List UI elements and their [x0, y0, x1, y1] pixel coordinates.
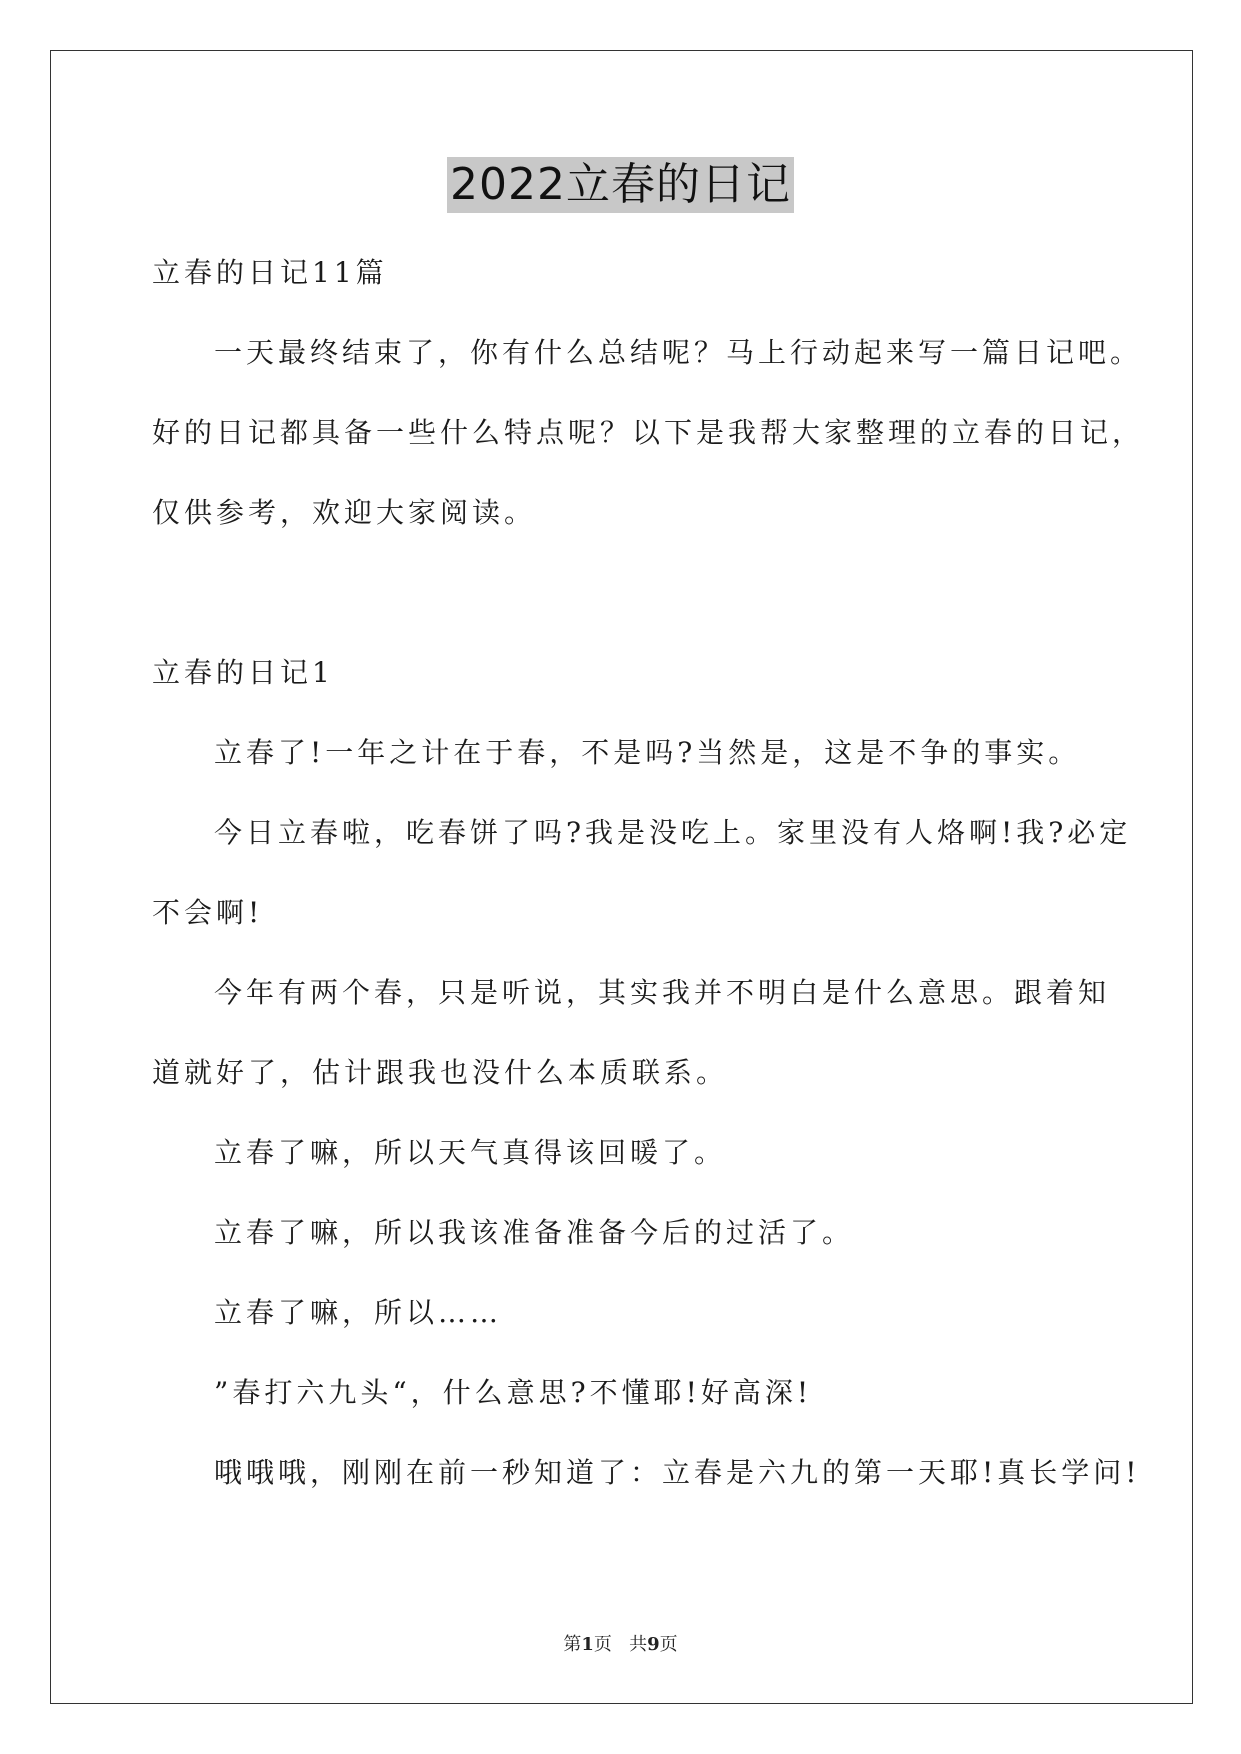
- total-suffix: 页: [659, 1634, 678, 1655]
- section-heading: 立春的日记1: [152, 656, 334, 689]
- document-subtitle: 立春的日记11篇: [152, 256, 388, 289]
- body-paragraph-line: 立春了嘛，所以我该准备准备今后的过活了。: [214, 1216, 855, 1249]
- intro-paragraph-line: 仅供参考，欢迎大家阅读。: [152, 496, 537, 529]
- document-body: [152, 233, 1145, 1513]
- body-paragraph-line: 道就好了，估计跟我也没什么本质联系。: [152, 1056, 729, 1089]
- body-paragraph-line: ”春打六九头“，什么意思?不懂耶!好高深!: [214, 1376, 813, 1409]
- body-paragraph-line: 哦哦哦，刚刚在前一秒知道了：立春是六九的第一天耶!真长学问!: [214, 1456, 1141, 1489]
- body-paragraph-line: 立春了!一年之计在于春，不是吗?当然是，这是不争的事实。: [214, 736, 1081, 769]
- page-suffix: 页: [593, 1634, 612, 1655]
- page-number: 1: [581, 1634, 594, 1655]
- intro-paragraph-line: 一天最终结束了，你有什么总结呢？马上行动起来写一篇日记吧。: [214, 336, 1143, 369]
- body-paragraph-line: 立春了嘛，所以……: [214, 1296, 503, 1329]
- body-paragraph-line: 立春了嘛，所以天气真得该回暖了。: [214, 1136, 727, 1169]
- title-container: [0, 157, 1241, 213]
- page-prefix: 第: [563, 1634, 582, 1655]
- intro-paragraph-line: 好的日记都具备一些什么特点呢？以下是我帮大家整理的立春的日记，: [152, 416, 1145, 449]
- document-title: 2022立春的日记: [447, 157, 794, 213]
- total-pages: 9: [647, 1634, 660, 1655]
- body-paragraph-line: 今日立春啦，吃春饼了吗?我是没吃上。家里没有人烙啊!我?必定: [214, 816, 1132, 849]
- page-footer: [0, 1633, 1241, 1657]
- body-paragraph-line: 今年有两个春，只是听说，其实我并不明白是什么意思。跟着知: [214, 976, 1111, 1009]
- paragraph-gap: [152, 553, 1092, 633]
- total-prefix: 共: [629, 1634, 648, 1655]
- body-paragraph-line: 不会啊!: [152, 896, 264, 929]
